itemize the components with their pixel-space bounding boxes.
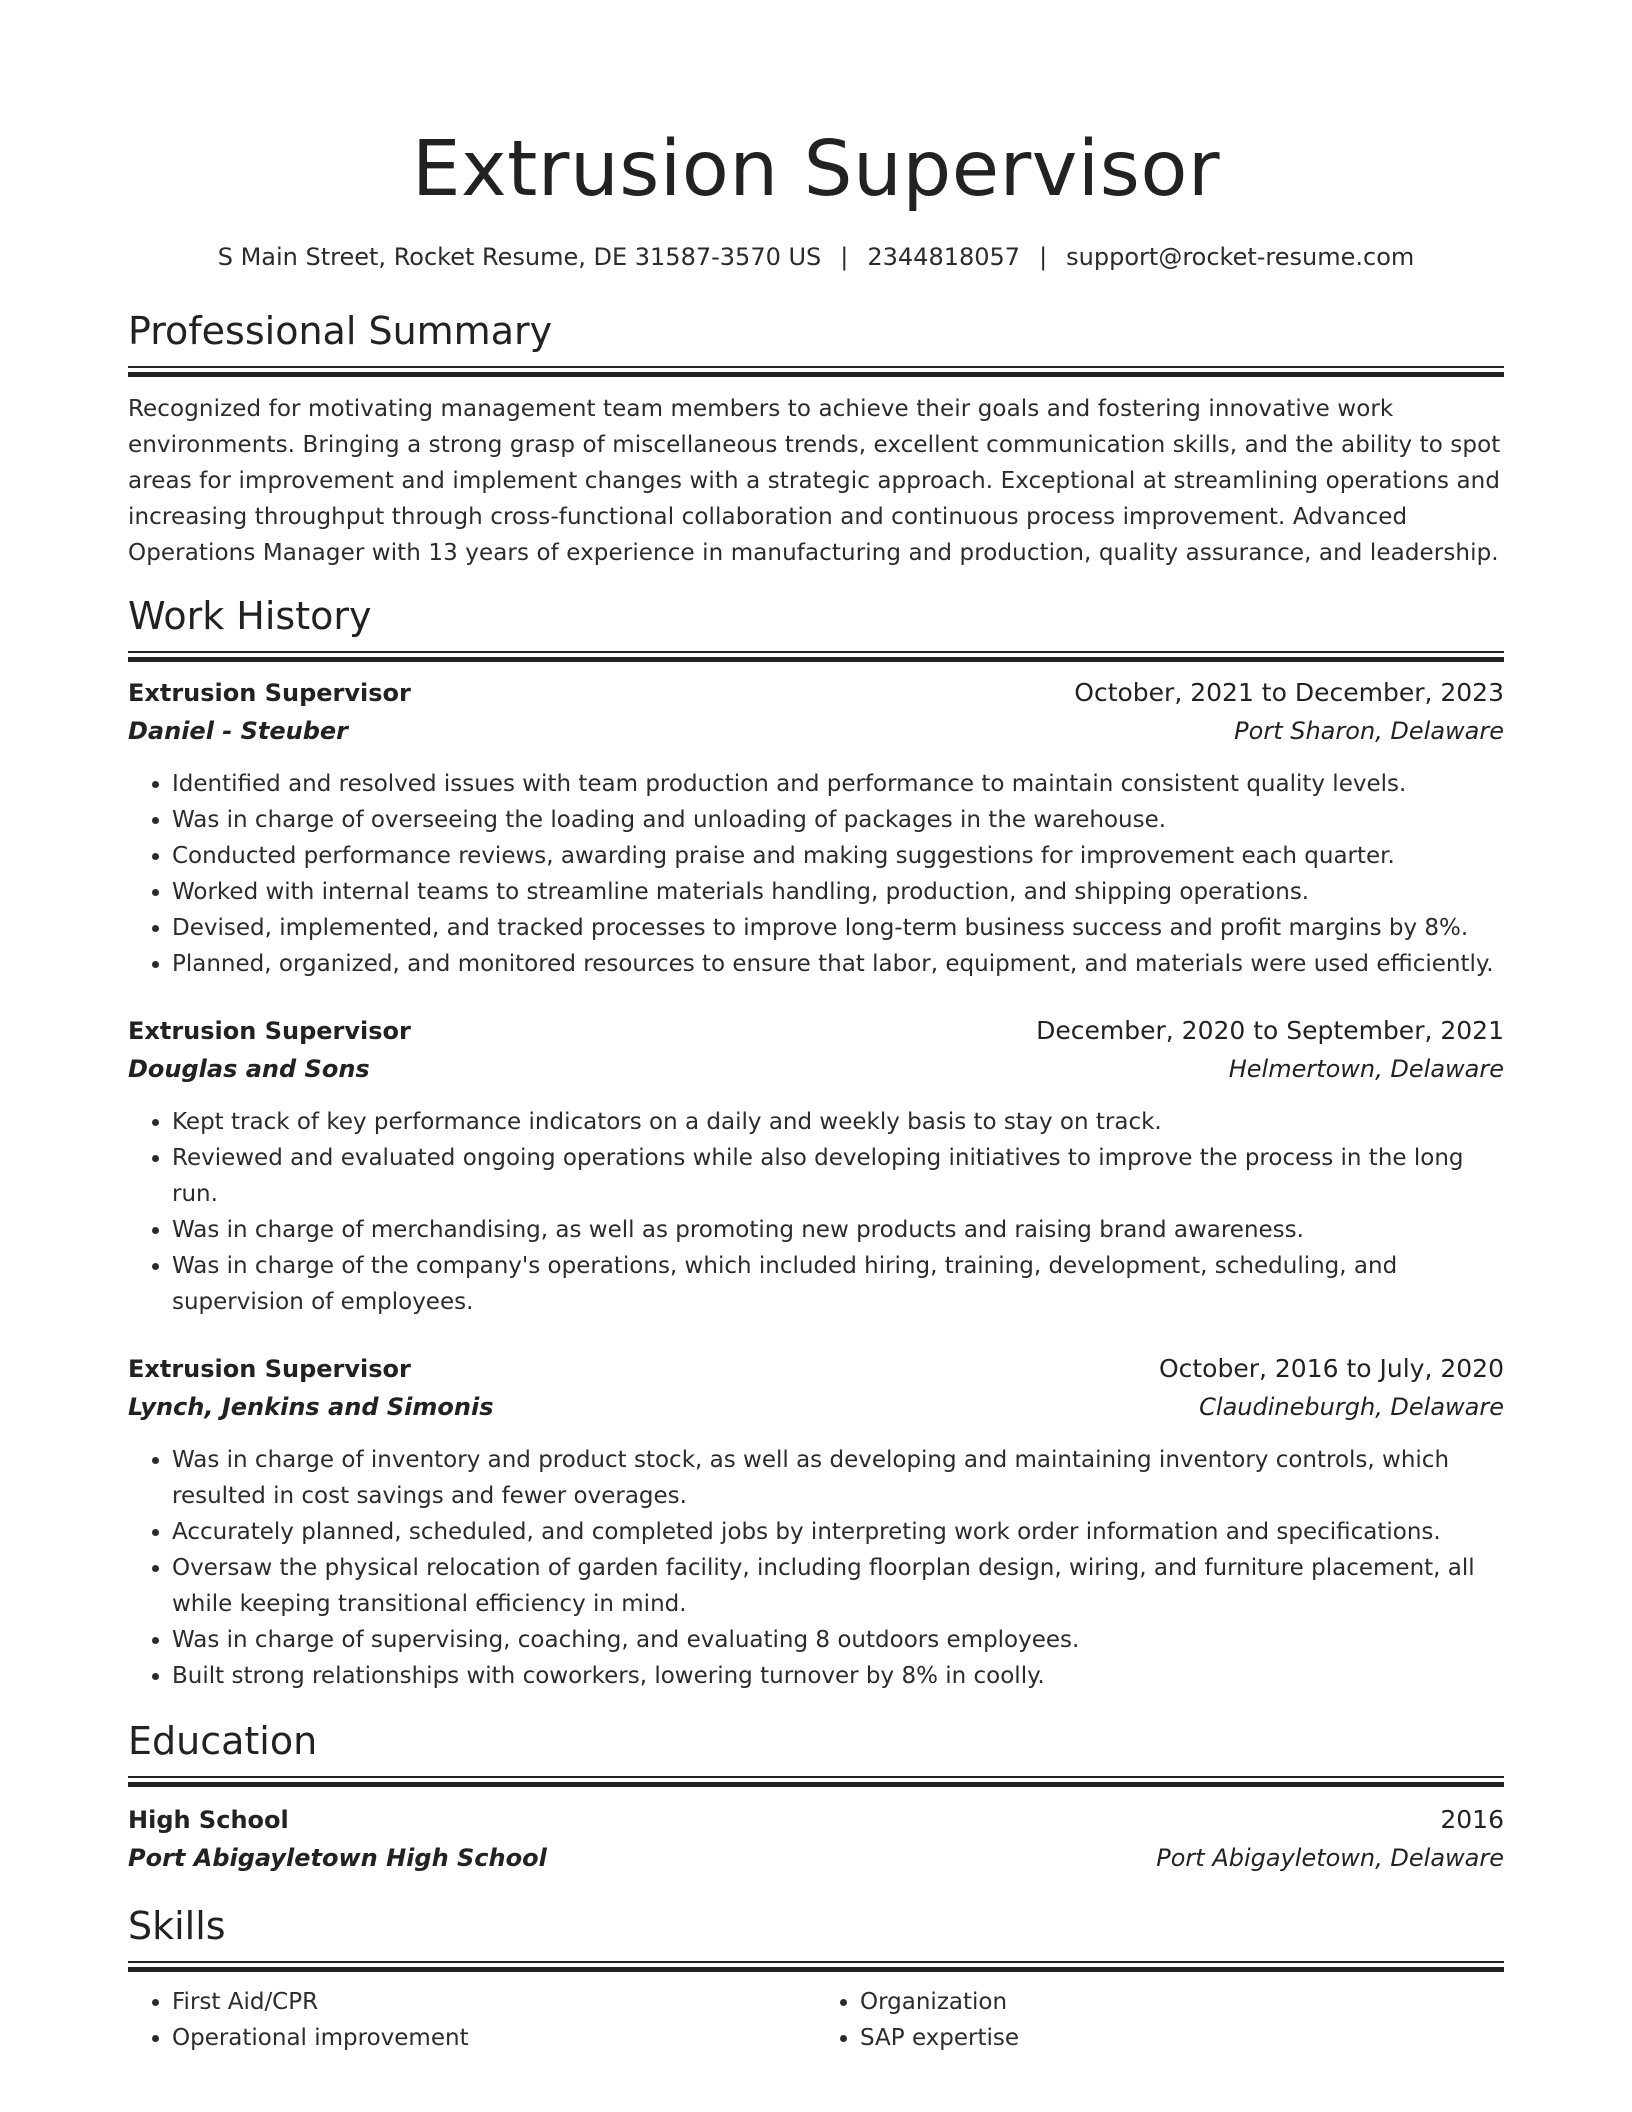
list-item: • Was in charge of supervising, coaching, and evaluating 8 outdoors employees. xyxy=(172,1622,1504,1658)
education-heading: Education xyxy=(128,1719,318,1763)
contact-separator: | xyxy=(840,243,849,271)
job-entry xyxy=(128,1350,1504,1694)
education-degree: High School xyxy=(128,1806,289,1834)
skills-column-right xyxy=(816,1984,1504,2056)
list-item: • Was in charge of the company's operations, which included hiring, training, development, scheduling, and supervision of employees. xyxy=(172,1248,1504,1320)
section-divider xyxy=(128,366,1504,377)
skills-column-left xyxy=(128,1984,816,2056)
list-item: • Built strong relationships with coworkers, lowering turnover by 8% in coolly. xyxy=(172,1658,1504,1694)
job-location: Claudineburgh, Delaware xyxy=(1199,1393,1504,1421)
list-item: • Was in charge of inventory and product stock, as well as developing and maintaining inventory controls, which resulted in cost savings and fewer overages. xyxy=(172,1442,1504,1514)
job-title: Extrusion Supervisor xyxy=(128,1355,411,1383)
list-item: • Was in charge of merchandising, as well as promoting new products and raising brand awareness. xyxy=(172,1212,1504,1248)
summary-heading: Professional Summary xyxy=(128,309,553,353)
skill-item: • SAP expertise xyxy=(860,2020,1504,2056)
education-year: 2016 xyxy=(1440,1805,1504,1834)
list-item: • Worked with internal teams to streamline materials handling, production, and shipping operations. xyxy=(172,874,1504,910)
job-company: Douglas and Sons xyxy=(128,1055,370,1083)
skills-heading: Skills xyxy=(128,1904,226,1948)
education-section xyxy=(128,1716,1504,1877)
list-item: • Devised, implemented, and tracked processes to improve long-term business success and profit margins by 8%. xyxy=(172,910,1504,946)
job-entry xyxy=(128,674,1504,982)
job-bullets xyxy=(128,766,1504,982)
skill-item: • Organization xyxy=(860,1984,1504,2020)
list-item: • Was in charge of overseeing the loading and unloading of packages in the warehouse. xyxy=(172,802,1504,838)
resume-title: Extrusion Supervisor xyxy=(411,125,1221,214)
section-divider xyxy=(128,1961,1504,1972)
job-bullets xyxy=(128,1104,1504,1320)
contact-email: support@rocket-resume.com xyxy=(1066,243,1415,271)
work-history-heading: Work History xyxy=(128,594,372,638)
job-bullets xyxy=(128,1442,1504,1694)
contact-address: S Main Street, Rocket Resume, DE 31587-3570 US xyxy=(217,243,822,271)
list-item: • Kept track of key performance indicators on a daily and weekly basis to stay on track. xyxy=(172,1104,1504,1140)
summary-section xyxy=(128,306,1504,571)
job-title: Extrusion Supervisor xyxy=(128,1017,411,1045)
list-item: • Conducted performance reviews, awarding praise and making suggestions for improvement each quarter. xyxy=(172,838,1504,874)
list-item: • Reviewed and evaluated ongoing operations while also developing initiatives to improve the process in the long run. xyxy=(172,1140,1504,1212)
section-divider xyxy=(128,1776,1504,1787)
contact-phone: 2344818057 xyxy=(867,243,1021,271)
education-school: Port Abigayletown High School xyxy=(128,1844,547,1872)
job-entry xyxy=(128,1012,1504,1320)
list-item: • Planned, organized, and monitored resources to ensure that labor, equipment, and materials were used efficiently. xyxy=(172,946,1504,982)
list-item: • Accurately planned, scheduled, and completed jobs by interpreting work order information and specifications. xyxy=(172,1514,1504,1550)
job-location: Helmertown, Delaware xyxy=(1228,1055,1504,1083)
job-company: Lynch, Jenkins and Simonis xyxy=(128,1393,494,1421)
education-location: Port Abigayletown, Delaware xyxy=(1156,1844,1504,1872)
section-divider xyxy=(128,651,1504,662)
skills-section xyxy=(128,1901,1504,2056)
job-dates: October, 2016 to July, 2020 xyxy=(1158,1354,1504,1383)
summary-text: Recognized for motivating management team members to achieve their goals and fostering innovative work environments. Bringing a strong grasp of miscellaneous trends, excellent communication skills, and the ability to spot areas for improvement and implement changes with a strategic approach. Exceptional at streamlining operations and increasing throughput through cross-functional collaboration and continuous process improvement. Advanced Operations Manager with 13 years of experience in manufacturing and production, quality assurance, and leadership. xyxy=(128,396,1501,566)
job-dates: December, 2020 to September, 2021 xyxy=(1036,1016,1504,1045)
skill-item: • Operational improvement xyxy=(172,2020,816,2056)
list-item: • Identified and resolved issues with team production and performance to maintain consistent quality levels. xyxy=(172,766,1504,802)
contact-line xyxy=(128,240,1504,274)
list-item: • Oversaw the physical relocation of garden facility, including floorplan design, wiring, and furniture placement, all while keeping transitional efficiency in mind. xyxy=(172,1550,1504,1622)
skills-list xyxy=(128,1972,1504,2056)
contact-separator: | xyxy=(1039,243,1048,271)
job-title: Extrusion Supervisor xyxy=(128,679,411,707)
job-company: Daniel - Steuber xyxy=(128,717,349,745)
skill-item: • First Aid/CPR xyxy=(172,1984,816,2020)
job-dates: October, 2021 to December, 2023 xyxy=(1074,678,1504,707)
job-location: Port Sharon, Delaware xyxy=(1234,717,1504,745)
work-history-section xyxy=(128,591,1504,1694)
